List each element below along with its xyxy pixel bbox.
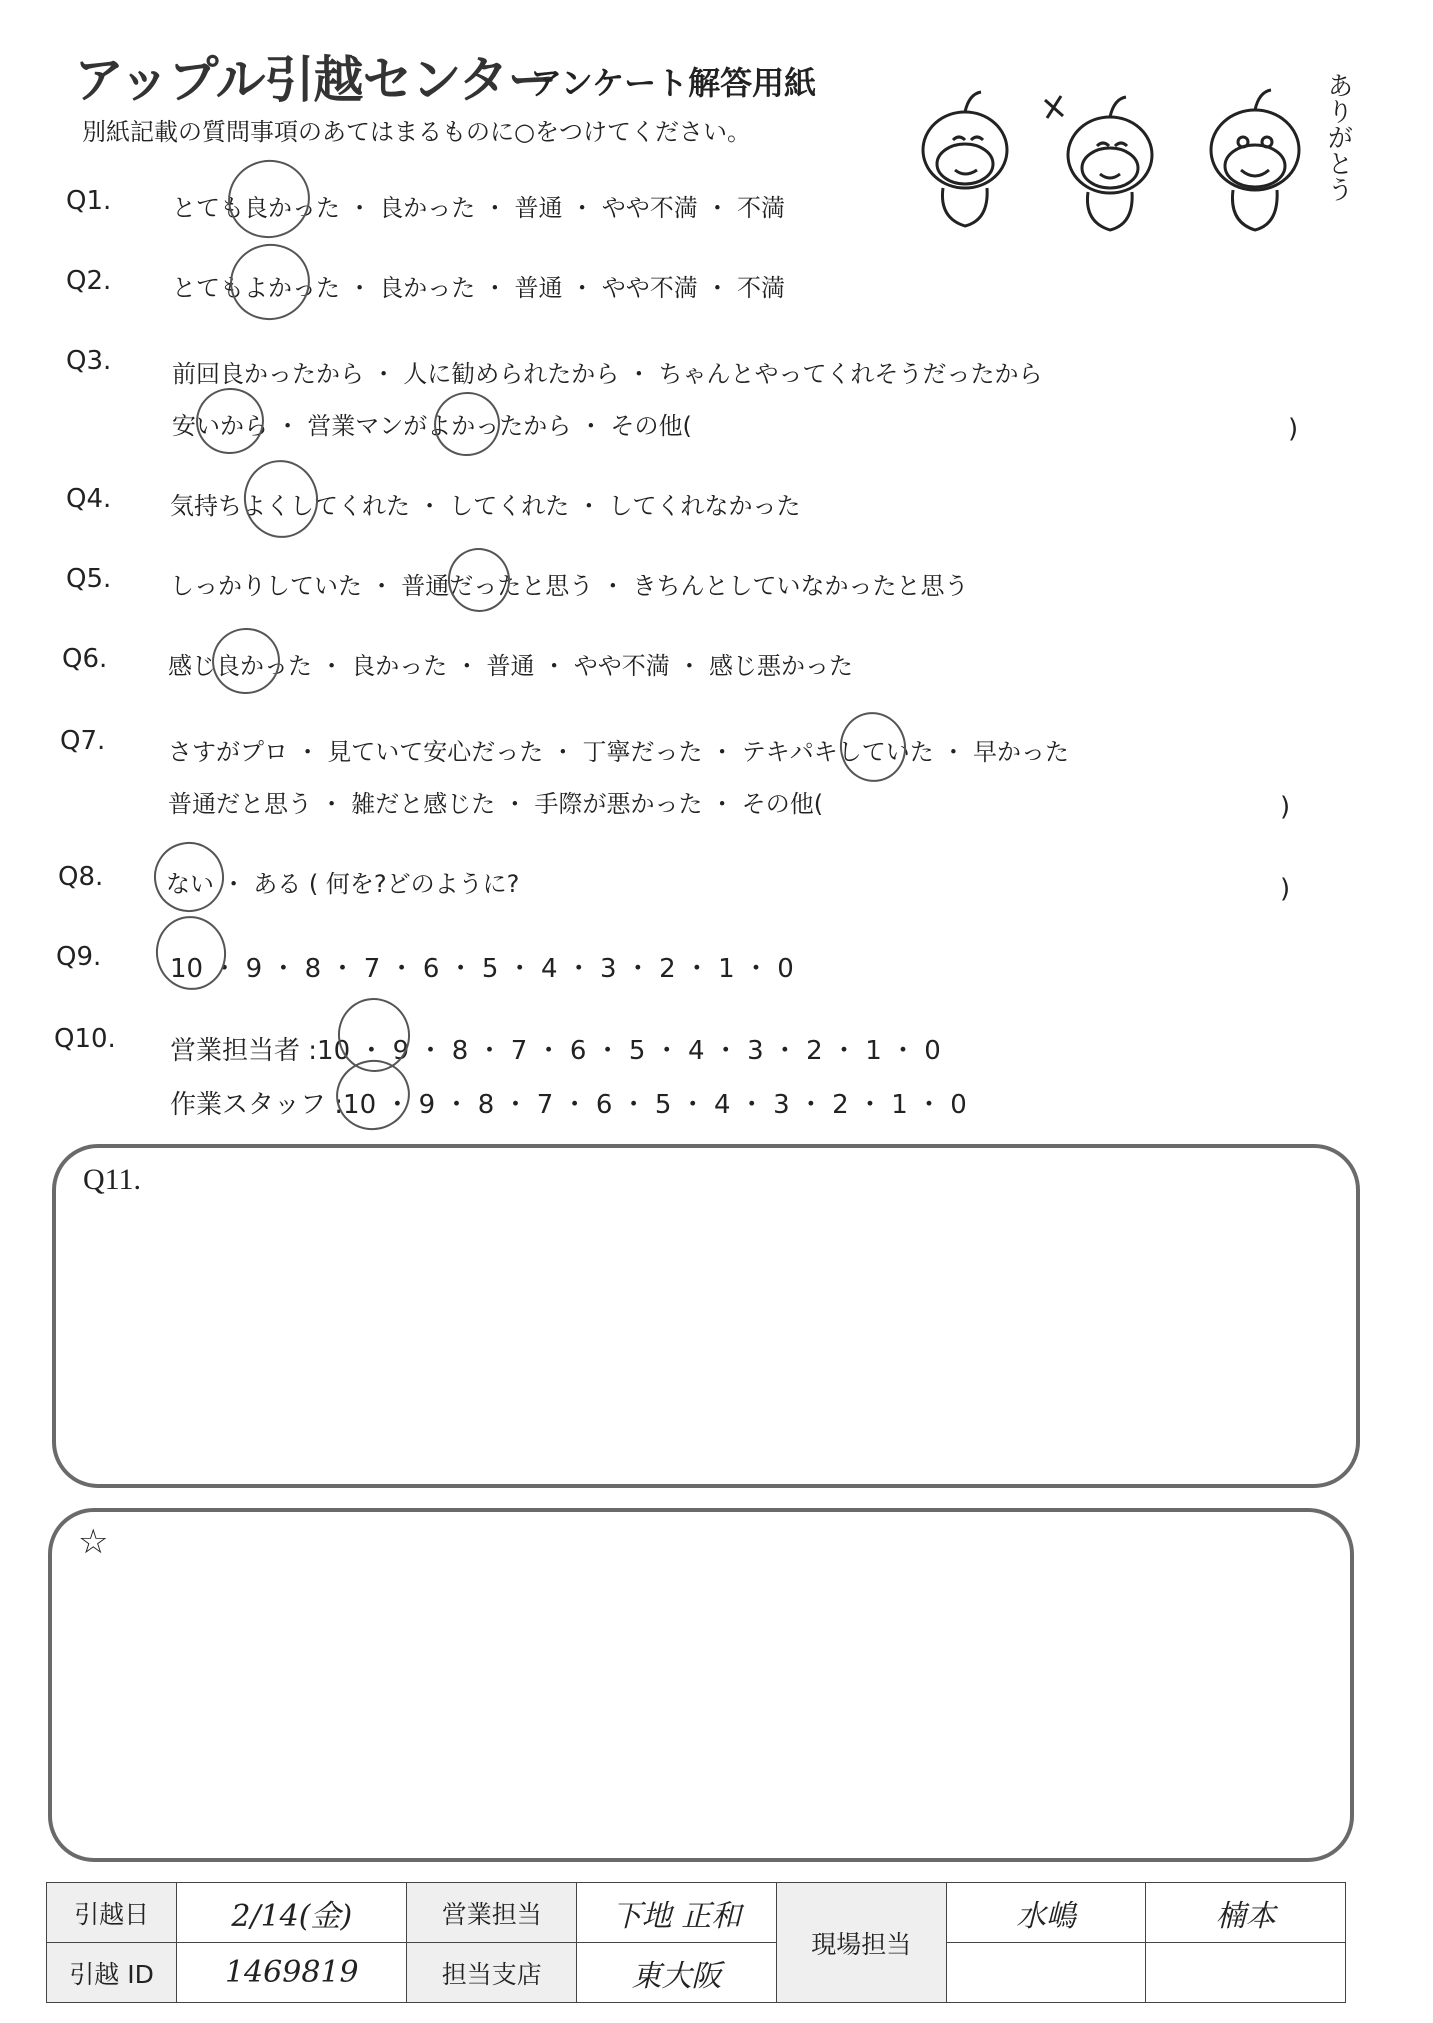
move-id-value: 1469819 bbox=[177, 1943, 407, 2003]
site-rep-3 bbox=[946, 1943, 1146, 2003]
q3-close-paren: ) bbox=[1288, 414, 1299, 444]
q2-options: とてもよかった ・ 良かった ・ 普通 ・ やや不満 ・ 不満 bbox=[172, 274, 786, 302]
q9-scale: 10 ・ 9 ・ 8 ・ 7 ・ 6 ・ 5 ・ 4 ・ 3 ・ 2 ・ 1 ・ 0 bbox=[170, 954, 794, 984]
q8-options: ない ・ ある ( 何を?どのように? bbox=[166, 870, 520, 898]
move-id-label: 引越 ID bbox=[47, 1943, 177, 2003]
page-title: アップル引越センター bbox=[74, 51, 557, 109]
q7-close-paren: ) bbox=[1280, 792, 1291, 822]
star-icon: ☆ bbox=[78, 1522, 109, 1562]
q3-label: Q3. bbox=[66, 346, 112, 376]
q10-sales-scale: 営業担当者 :10 ・ 9 ・ 8 ・ 7 ・ 6 ・ 5 ・ 4 ・ 3 ・ 2 ・ 1 ・ 0 bbox=[170, 1036, 941, 1066]
q3-options-line2: 安いから ・ 営業マンがよかったから ・ その他( bbox=[172, 412, 692, 440]
site-rep-1: 水嶋 bbox=[946, 1883, 1146, 1943]
q10-label: Q10. bbox=[54, 1024, 116, 1054]
site-rep-label: 現場担当 bbox=[776, 1883, 946, 2003]
sales-rep-label: 営業担当 bbox=[407, 1883, 577, 1943]
site-rep-4 bbox=[1146, 1943, 1346, 2003]
notes-comment-box bbox=[48, 1508, 1354, 1862]
q6-options: 感じ良かった ・ 良かった ・ 普通 ・ やや不満 ・ 感じ悪かった bbox=[168, 652, 854, 680]
q5-options: しっかりしていた ・ 普通だったと思う ・ きちんとしていなかったと思う bbox=[170, 572, 969, 600]
q5-label: Q5. bbox=[66, 564, 112, 594]
q8-label: Q8. bbox=[58, 862, 104, 892]
q2-label: Q2. bbox=[66, 266, 112, 296]
thanks-text: ありがとう bbox=[1323, 72, 1353, 202]
move-date-value: 2/14(金) bbox=[177, 1883, 407, 1943]
instructions: 別紙記載の質問事項のあてはまるものに○をつけてください。 bbox=[82, 118, 751, 146]
q9-label: Q9. bbox=[56, 942, 102, 972]
q1-label: Q1. bbox=[66, 186, 112, 216]
branch-label: 担当支店 bbox=[407, 1943, 577, 2003]
q3-options-line1: 前回良かったから ・ 人に勧められたから ・ ちゃんとやってくれそうだったから bbox=[172, 360, 1043, 388]
q4-options: 気持ちよくしてくれた ・ してくれた ・ してくれなかった bbox=[170, 492, 801, 520]
q7-label: Q7. bbox=[60, 726, 106, 756]
q11-comment-box bbox=[52, 1144, 1360, 1488]
branch-value: 東大阪 bbox=[577, 1943, 777, 2003]
site-rep-2: 楠本 bbox=[1146, 1883, 1346, 1943]
q7-options-line2: 普通だと思う ・ 雑だと感じた ・ 手際が悪かった ・ その他( bbox=[168, 790, 824, 818]
page-subtitle: アンケート解答用紙 bbox=[530, 64, 817, 102]
q7-options-line1: さすがプロ ・ 見ていて安心だった ・ 丁寧だった ・ テキパキしていた ・ 早かった bbox=[168, 738, 1070, 766]
footer-info-table bbox=[46, 1882, 1346, 2003]
mascot-illustration bbox=[895, 60, 1355, 240]
q6-label: Q6. bbox=[62, 644, 108, 674]
sales-rep-value: 下地 正和 bbox=[577, 1883, 777, 1943]
q11-label: Q11. bbox=[83, 1163, 142, 1196]
q1-options: とても良かった ・ 良かった ・ 普通 ・ やや不満 ・ 不満 bbox=[172, 194, 786, 222]
q8-close-paren: ) bbox=[1280, 874, 1291, 904]
q4-label: Q4. bbox=[66, 484, 112, 514]
q10-staff-scale: 作業スタッフ :10 ・ 9 ・ 8 ・ 7 ・ 6 ・ 5 ・ 4 ・ 3 ・ 2 ・ 1 ・ 0 bbox=[170, 1090, 967, 1120]
move-date-label: 引越日 bbox=[47, 1883, 177, 1943]
